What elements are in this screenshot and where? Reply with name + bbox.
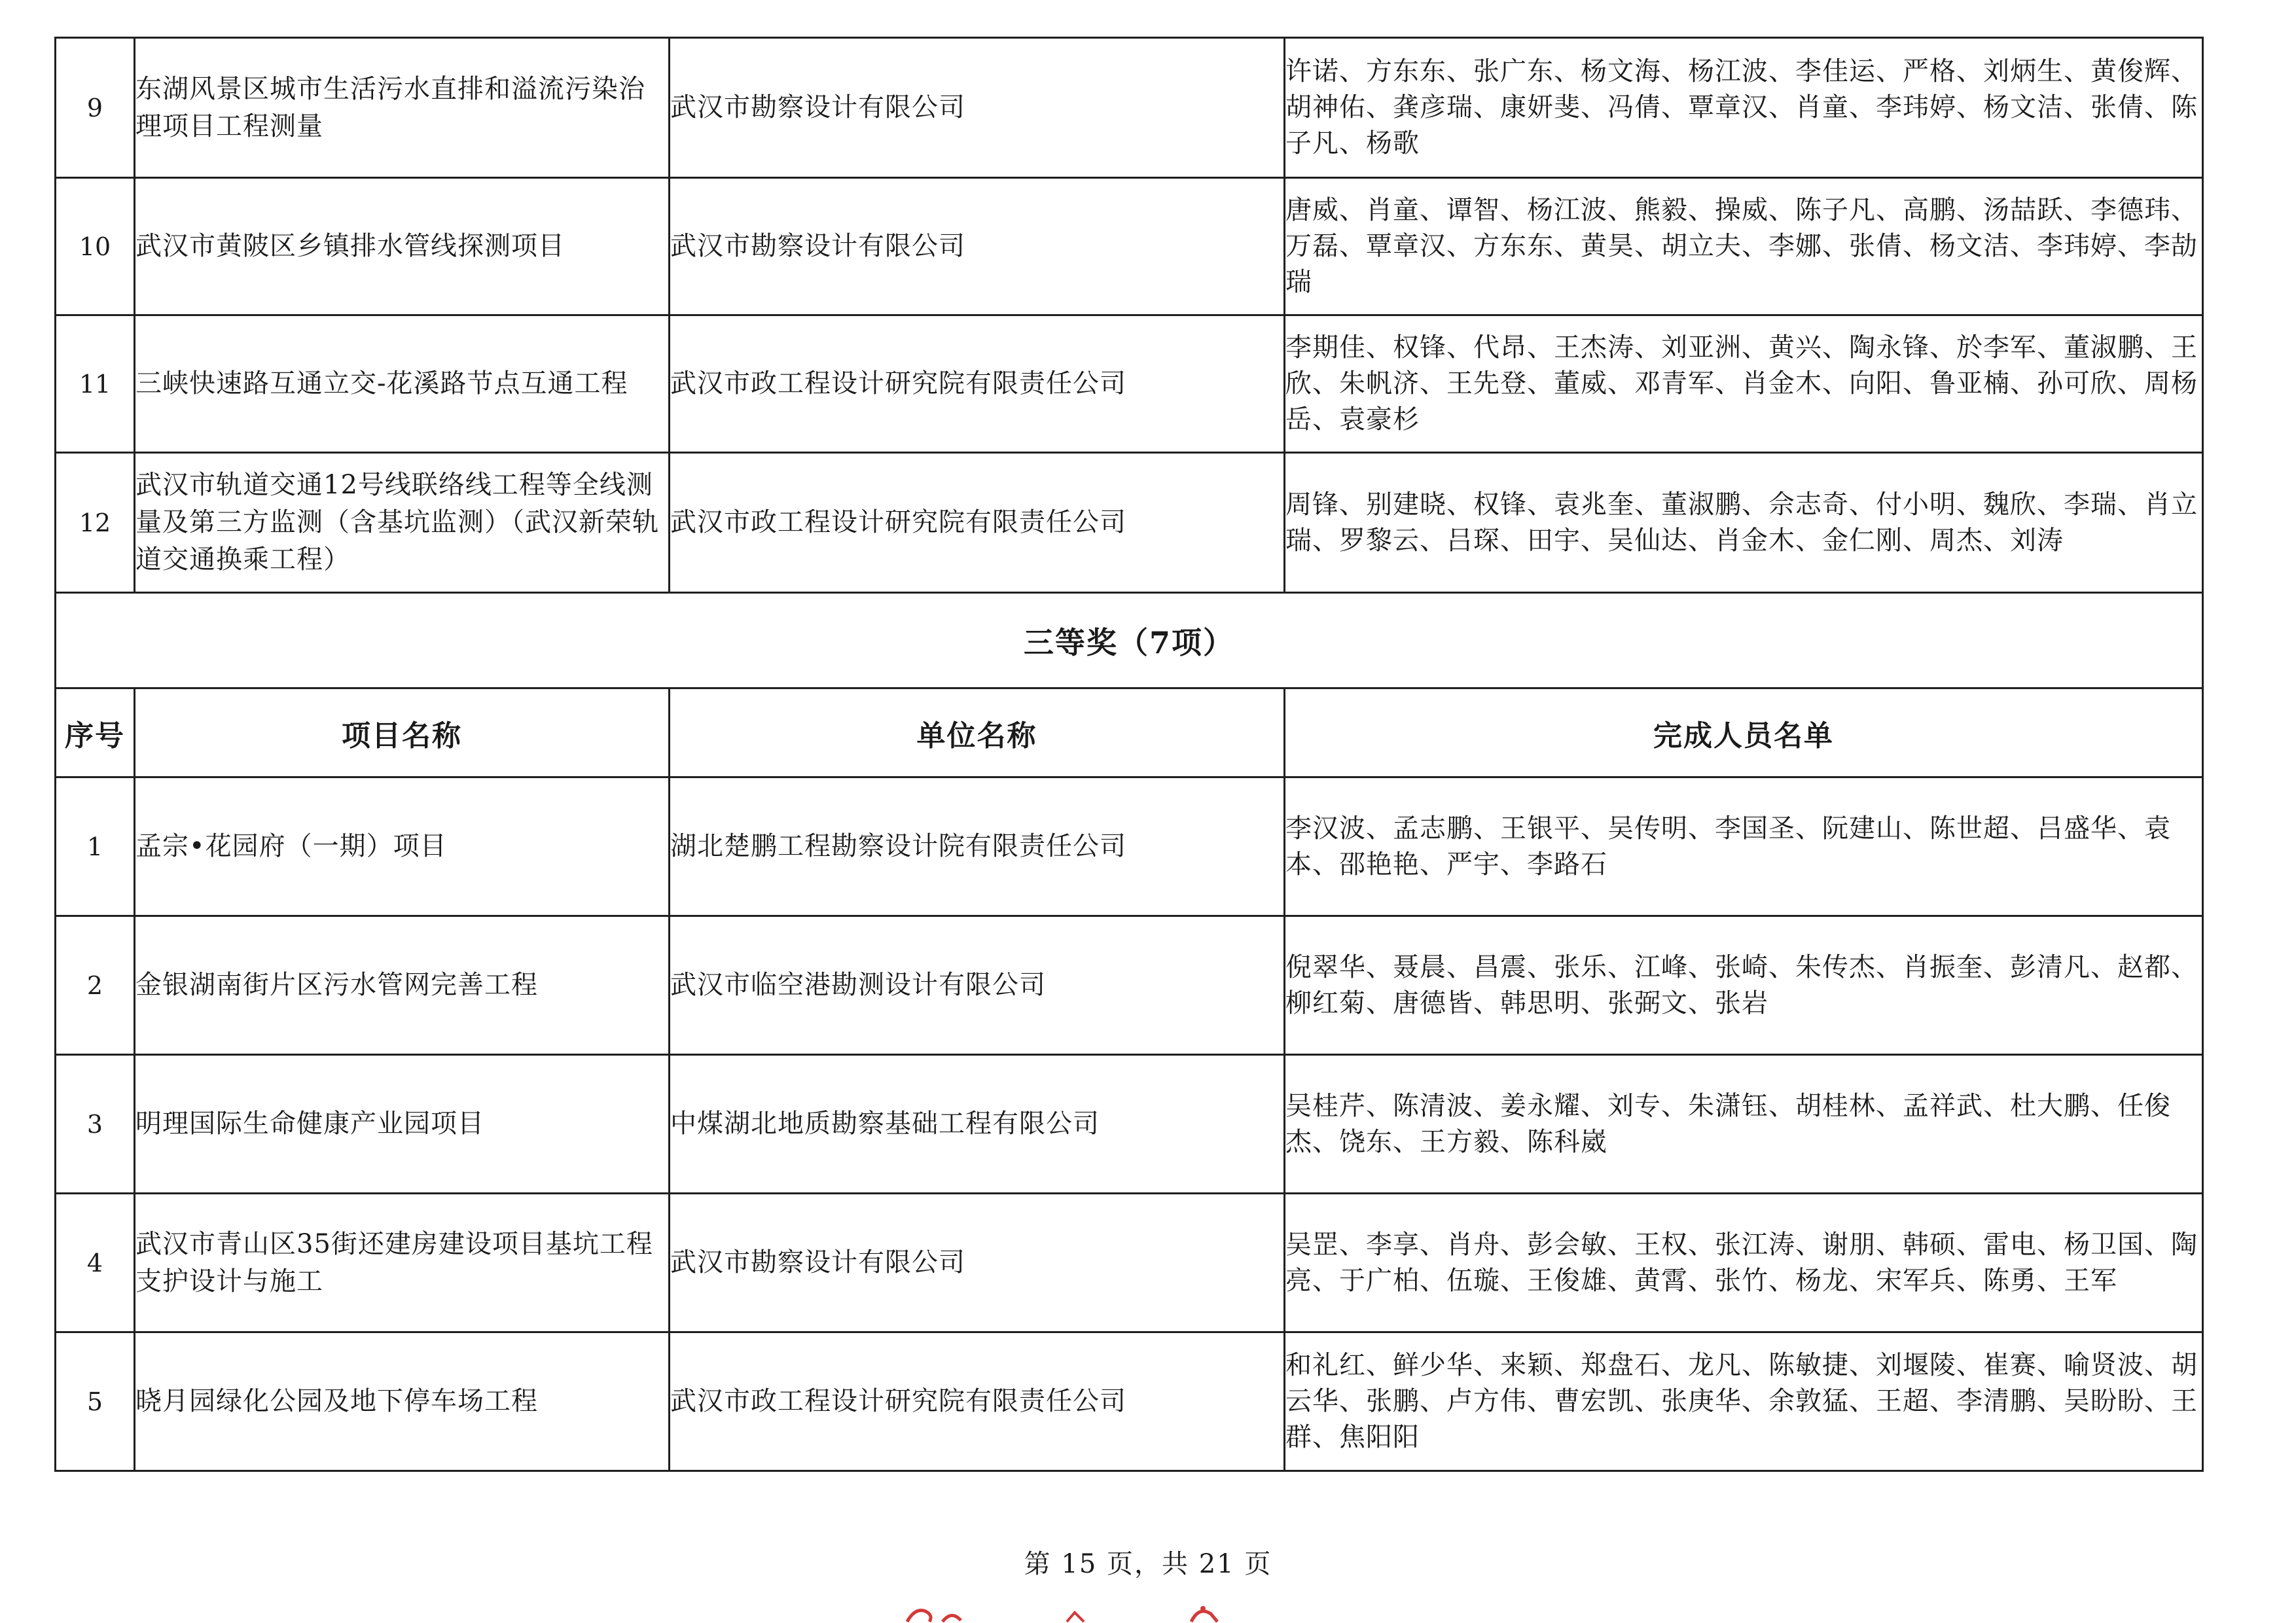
page-footer: 第 15 页，共 21 页 xyxy=(1024,1549,1272,1579)
header-project: 项目名称 xyxy=(135,688,670,777)
project-name: 武汉市轨道交通12号线联络线工程等全线测量及第三方监测（含基坑监测）（武汉新荣轨道交通换乘工程） xyxy=(135,453,670,593)
row-number: 2 xyxy=(56,916,135,1055)
table-row xyxy=(56,777,2203,916)
header-no: 序号 xyxy=(56,688,135,777)
unit-name: 武汉市勘察设计有限公司 xyxy=(670,178,1285,315)
people-list: 倪翠华、聂晨、昌震、张乐、江峰、张崎、朱传杰、肖振奎、彭清凡、赵都、柳红菊、唐德皆、韩思明、张弼文、张岩 xyxy=(1285,916,2203,1055)
project-name: 明理国际生命健康产业园项目 xyxy=(135,1055,670,1194)
people-list: 周锋、别建晓、权锋、袁兆奎、董淑鹏、佘志奇、付小明、魏欣、李瑞、肖立瑞、罗黎云、吕琛、田宇、吴仙达、肖金木、金仁刚、周杰、刘涛 xyxy=(1285,453,2203,593)
row-number: 1 xyxy=(56,777,135,916)
row-number: 9 xyxy=(56,38,135,178)
project-name: 金银湖南街片区污水管网完善工程 xyxy=(135,916,670,1055)
project-name: 孟宗•花园府（一期）项目 xyxy=(135,777,670,916)
project-name: 武汉市青山区35街还建房建设项目基坑工程支护设计与施工 xyxy=(135,1194,670,1332)
people-list: 吴罡、李享、肖舟、彭会敏、王权、张江涛、谢朋、韩硕、雷电、杨卫国、陶亮、于广柏、伍璇、王俊雄、黄霄、张竹、杨龙、宋军兵、陈勇、王军 xyxy=(1285,1194,2203,1332)
unit-name: 武汉市政工程设计研究院有限责任公司 xyxy=(670,1332,1285,1471)
unit-name: 湖北楚鹏工程勘察设计院有限责任公司 xyxy=(670,777,1285,916)
row-number: 11 xyxy=(56,315,135,453)
row-number: 3 xyxy=(56,1055,135,1194)
table-row xyxy=(56,1055,2203,1194)
unit-name: 武汉市勘察设计有限公司 xyxy=(670,1194,1285,1332)
table-row xyxy=(56,453,2203,593)
row-number: 5 xyxy=(56,1332,135,1471)
unit-name: 武汉市政工程设计研究院有限责任公司 xyxy=(670,315,1285,453)
award-table xyxy=(54,37,2204,1472)
red-seal-stamp-fragment xyxy=(903,1605,1270,1623)
unit-name: 武汉市勘察设计有限公司 xyxy=(670,38,1285,178)
unit-name: 中煤湖北地质勘察基础工程有限公司 xyxy=(670,1055,1285,1194)
table-row xyxy=(56,38,2203,178)
people-list: 和礼红、鲜少华、来颖、郑盘石、龙凡、陈敏捷、刘堰陵、崔赛、喻贤波、胡云华、张鹏、卢方伟、曹宏凯、张庚华、余敦猛、王超、李清鹏、吴盼盼、王群、焦阳阳 xyxy=(1285,1332,2203,1471)
section-title: 三等奖（7项） xyxy=(56,593,2203,688)
table-row xyxy=(56,1194,2203,1332)
unit-name: 武汉市政工程设计研究院有限责任公司 xyxy=(670,453,1285,593)
table-row xyxy=(56,916,2203,1055)
project-name: 东湖风景区城市生活污水直排和溢流污染治理项目工程测量 xyxy=(135,38,670,178)
table-row xyxy=(56,315,2203,453)
section-row xyxy=(56,593,2203,688)
project-name: 三峡快速路互通立交-花溪路节点互通工程 xyxy=(135,315,670,453)
project-name: 武汉市黄陂区乡镇排水管线探测项目 xyxy=(135,178,670,315)
unit-name: 武汉市临空港勘测设计有限公司 xyxy=(670,916,1285,1055)
people-list: 李期佳、权锋、代昂、王杰涛、刘亚洲、黄兴、陶永锋、於李军、董淑鹏、王欣、朱帆济、王先登、董威、邓青军、肖金木、向阳、鲁亚楠、孙可欣、周杨岳、袁豪杉 xyxy=(1285,315,2203,453)
header-row xyxy=(56,688,2203,777)
people-list: 吴桂芹、陈清波、姜永耀、刘专、朱潇钰、胡桂林、孟祥武、杜大鹏、任俊杰、饶东、王方毅、陈科崴 xyxy=(1285,1055,2203,1194)
header-unit: 单位名称 xyxy=(670,688,1285,777)
people-list: 唐威、肖童、谭智、杨江波、熊毅、操威、陈子凡、高鹏、汤喆跃、李德玮、万磊、覃章汉、方东东、黄昊、胡立夫、李娜、张倩、杨文洁、李玮婷、李劼瑞 xyxy=(1285,178,2203,315)
people-list: 李汉波、孟志鹏、王银平、吴传明、李国圣、阮建山、陈世超、吕盛华、袁本、邵艳艳、严宇、李路石 xyxy=(1285,777,2203,916)
header-people: 完成人员名单 xyxy=(1285,688,2203,777)
row-number: 12 xyxy=(56,453,135,593)
project-name: 晓月园绿化公园及地下停车场工程 xyxy=(135,1332,670,1471)
people-list: 许诺、方东东、张广东、杨文海、杨江波、李佳运、严格、刘炳生、黄俊辉、胡神佑、龚彦瑞、康妍斐、冯倩、覃章汉、肖童、李玮婷、杨文洁、张倩、陈子凡、杨歌 xyxy=(1285,38,2203,178)
table-row xyxy=(56,1332,2203,1471)
row-number: 4 xyxy=(56,1194,135,1332)
table-row xyxy=(56,178,2203,315)
row-number: 10 xyxy=(56,178,135,315)
